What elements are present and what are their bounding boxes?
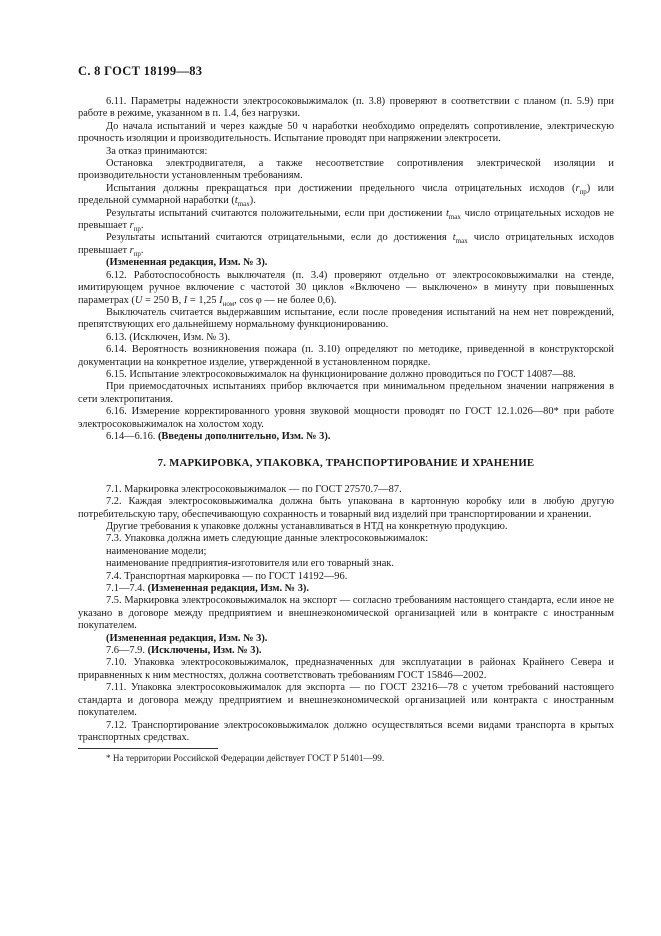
list-item-model-name: наименование модели; bbox=[106, 545, 207, 557]
paragraph-7-10: 7.10. Упаковка электросоковыжималок, предназначенных для эксплуатации в районах Крайнего Севера и приравненных к ним местностях, должна соответствовать требованиям ГОСТ 15846—2002. bbox=[78, 657, 614, 681]
paragraph-failure-criteria: За отказ принимаются: bbox=[106, 145, 208, 157]
paragraph-7-6-7-9: 7.6—7.9. (Исключены, Изм. № 3). bbox=[106, 645, 262, 657]
paragraph-7-5: 7.5. Маркировка электросоковыжималок на экспорт — согласно требованиям настоящего стандарта, если иное не указано в договоре между предприятием и внешнеэкономической организацией или в контракте с иностранным покупателем. bbox=[78, 595, 614, 632]
paragraph-6-16: 6.16. Измерение корректированного уровня звуковой мощности проводят по ГОСТ 12.1.026—80* при работе электросоковыжималок на холостом ходу. bbox=[78, 406, 614, 430]
paragraph-positive-results: Результаты испытаний считаются положительными, если при достижении $t_{max}$ число отрицательных исходов не превышает $r_{пр}$. bbox=[78, 207, 614, 234]
paragraph-7-1: 7.1. Маркировка электросоковыжималок — по ГОСТ 27570.7—87. bbox=[106, 483, 402, 495]
paragraph-6-14: 6.14. Вероятность возникновения пожара (п. 3.10) определяют по методике, приведенной в конструкторской документации на конкретное изделие, утвержденной в установленном порядке. bbox=[78, 344, 614, 368]
paragraph-negative-results: Результаты испытаний считаются отрицательными, если до достижения $t_{max}$ число отрицательных исходов превышает $r_{пр}$. bbox=[78, 232, 614, 258]
paragraph-6-15: 6.15. Испытание электросоковыжималок на функционирование должно проводиться по ГОСТ 14087—88. bbox=[106, 368, 576, 380]
list-item-manufacturer: наименование предприятия-изготовителя или его товарный знак. bbox=[106, 558, 394, 570]
paragraph-switch-pass: Выключатель считается выдержавшим испытание, если после проведения испытаний на нем нет повреждений, препятствующих его дальнейшему нормальному функционированию. bbox=[78, 306, 614, 331]
paragraph-7-2: 7.2. Каждая электросоковыжималка должна быть упакована в картонную коробку или в любую другую потребительскую тару, обеспечивающую сохранность и товарный вид изделий при транспортировании и хранении. bbox=[78, 496, 614, 520]
section-7-heading: 7. МАРКИРОВКА, УПАКОВКА, ТРАНСПОРТИРОВАНИЕ И ХРАНЕНИЕ bbox=[157, 457, 535, 470]
paragraph-7-4: 7.4. Транспортная маркировка — по ГОСТ 14192—96. bbox=[106, 570, 348, 582]
paragraph-test-start: До начала испытаний и через каждые 50 ч наработки необходимо определять сопротивление, электрическую прочность изоляции и производительность. Испытание проводят при напряжении электросети. bbox=[78, 120, 614, 145]
paragraph-7-11: 7.11. Упаковка электросоковыжималок для экспорта — по ГОСТ 23216—78 с учетом требований настоящего стандарта и договора между предприятием и внешнеэкономической организацией или контракта с иностранным покупателем. bbox=[78, 682, 614, 719]
page-header: С. 8 ГОСТ 18199—83 bbox=[78, 64, 203, 78]
document-body bbox=[78, 96, 614, 764]
paragraph-7-3: 7.3. Упаковка должна иметь следующие данные электросоковыжималок: bbox=[106, 533, 429, 545]
paragraph-acceptance-tests: При приемосдаточных испытаниях прибор включается при минимальном предельном значении напряжения в сети электропитания. bbox=[78, 381, 614, 405]
paragraph-6-11: 6.11. Параметры надежности электросоковыжималок (п. 3.8) проверяют в соответствии с планом (п. 5.9) при работе в режиме, указанном в п. 1.4, без нагрузки. bbox=[78, 96, 614, 120]
amendment-note: (Измененная редакция, Изм. № 3). bbox=[106, 257, 268, 269]
paragraph-7-1-7-4-note: 7.1—7.4. (Измененная редакция, Изм. № 3). bbox=[106, 583, 309, 595]
paragraph-6-12: 6.12. Работоспособность выключателя (п. 3.4) проверяют отдельно от электросоковыжималки на стенде, имитирующем ручное включение с частотой 30 циклов «Включено — выключено» в минуту при повышенных параметрах (U = 250 В, I = 1,25 $I_{ном}$, cos φ — не более 0,6). bbox=[78, 269, 614, 308]
paragraph-other-packing: Другие требования к упаковке должны устанавливаться в НТД на конкретную продукцию. bbox=[106, 521, 508, 532]
amendment-note-7-5: (Измененная редакция, Изм. № 3). bbox=[106, 632, 268, 644]
paragraph-added-note: 6.14—6.16. (Введены дополнительно, Изм. № 3). bbox=[106, 430, 331, 442]
paragraph-6-13: 6.13. (Исключен, Изм. № 3). bbox=[106, 331, 231, 343]
footnote-divider bbox=[78, 748, 218, 749]
paragraph-motor-stop: Остановка электродвигателя, а также несоответствие сопротивления электрической изоляции и производительности установленным требованиям. bbox=[78, 158, 614, 182]
paragraph-stop-tests: Испытания должны прекращаться при достижении предельного числа отрицательных исходов $(r_{пр})$ или предельной суммарной наработки $(t_{max})$. bbox=[78, 182, 614, 209]
footnote: * На территории Российской Федерации действует ГОСТ Р 51401—99. bbox=[106, 753, 385, 764]
paragraph-7-12: 7.12. Транспортирование электросоковыжималок должно осуществляться всеми видами транспорта в крытых транспортных средствах. bbox=[78, 719, 614, 743]
